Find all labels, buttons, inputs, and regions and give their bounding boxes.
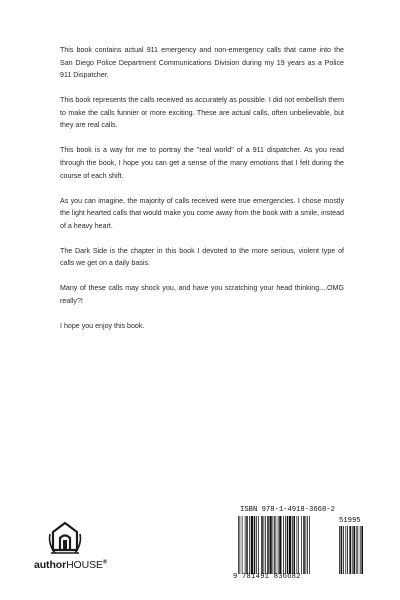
blurb-paragraph-3: This book is a way for me to portray the "real world" of a 911 dispatcher. As you read through the book, I hope you can get a sense of the many emotions that I felt during the course of each shift. [60, 146, 344, 180]
trademark-symbol: ® [102, 559, 108, 566]
publisher-name [34, 559, 107, 571]
blurb-paragraph-5: The Dark Side is the chapter in this book I devoted to the more serious, violent type of calls we get on a daily basis. [60, 246, 344, 268]
publisher-name-part2: HOUSE [66, 559, 103, 571]
blurb-paragraph-1: This book contains actual 911 emergency and non-emergency calls that came into the San Diego Police Department Communications Division during my 19 years as a Police 911 Dispatcher. [60, 46, 344, 80]
blurb-text [60, 44, 344, 345]
isbn-text: ISBN 978-1-4918-3668-2 [240, 506, 335, 514]
price-code-text: 51995 [339, 517, 361, 525]
publisher-logo [34, 520, 114, 580]
ean-barcode-bars [238, 516, 334, 574]
ean-digits-text: 9 781491 836682 [233, 573, 301, 581]
blurb-paragraph-4: As you can imagine, the majority of calls received were true emergencies. I chose mostly the light hearted calls that would make you come away from the book with a smile, instead of a heavy heart. [60, 196, 344, 230]
isbn-barcode [228, 501, 376, 585]
addon-barcode-bars [339, 526, 371, 574]
authorhouse-logo-icon [47, 520, 83, 558]
blurb-paragraph-6: Many of these calls may shock you, and have you scratching your head thinking....OMG really?! [60, 284, 344, 305]
blurb-paragraph-2: This book represents the calls received as accurately as possible. I did not embellish them to make the calls funnier or more exciting. These are actual calls, often unbelievable, but they are real calls. [60, 96, 344, 130]
publisher-name-part1: author [34, 559, 67, 571]
blurb-paragraph-7: I hope you enjoy this book. [60, 321, 145, 330]
